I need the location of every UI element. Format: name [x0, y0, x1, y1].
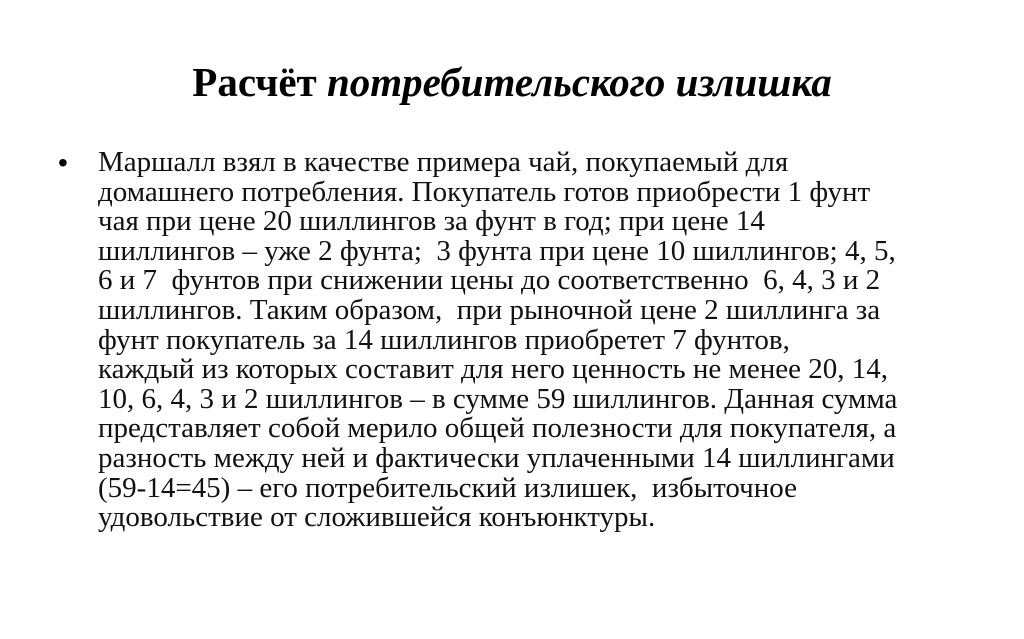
paragraph-line: Маршалл взял в качестве примера чай, покупаемый для [98, 146, 789, 178]
paragraph-line: 10, 6, 4, 3 и 2 шиллингов – в сумме 59 шиллингов. Данная сумма [98, 382, 898, 415]
paragraph-line: чая при цене 20 шиллингов за фунт в год; при цене 14 [98, 205, 765, 238]
paragraph-line: 6 и 7 фунтов при снижении цены до соответственно 6, 4, 3 и 2 [98, 264, 881, 297]
paragraph-line: фунт покупатель за 14 шиллингов приобретет 7 фунтов, [98, 323, 790, 356]
paragraph-line: каждый из которых составит для него ценность не менее 20, 14, [98, 353, 888, 386]
paragraph-line: (59-14=45) – его потребительский излишек, избыточное [98, 471, 798, 504]
title-italic: потребительского излишка [326, 59, 832, 105]
paragraph-line: удовольствие от сложившейся конъюнктуры. [98, 501, 656, 534]
paragraph [98, 148, 978, 533]
paragraph-line: разность между ней и фактически уплаченными 14 шиллингами [98, 441, 895, 474]
paragraph-line: домашнего потребления. Покупатель готов приобрести 1 фунт [98, 175, 871, 208]
slide-title [0, 58, 1024, 106]
paragraph-line: представляет собой мерило общей полезности для покупателя, а [98, 412, 897, 445]
title-plain: Расчёт [192, 59, 327, 105]
paragraph-line: шиллингов – уже 2 фунта; 3 фунта при цене 10 шиллингов; 4, 5, [98, 234, 896, 267]
bullet-marker: • [58, 147, 68, 178]
paragraph-line: шиллингов. Таким образом, при рыночной цене 2 шиллинга за [98, 293, 881, 326]
